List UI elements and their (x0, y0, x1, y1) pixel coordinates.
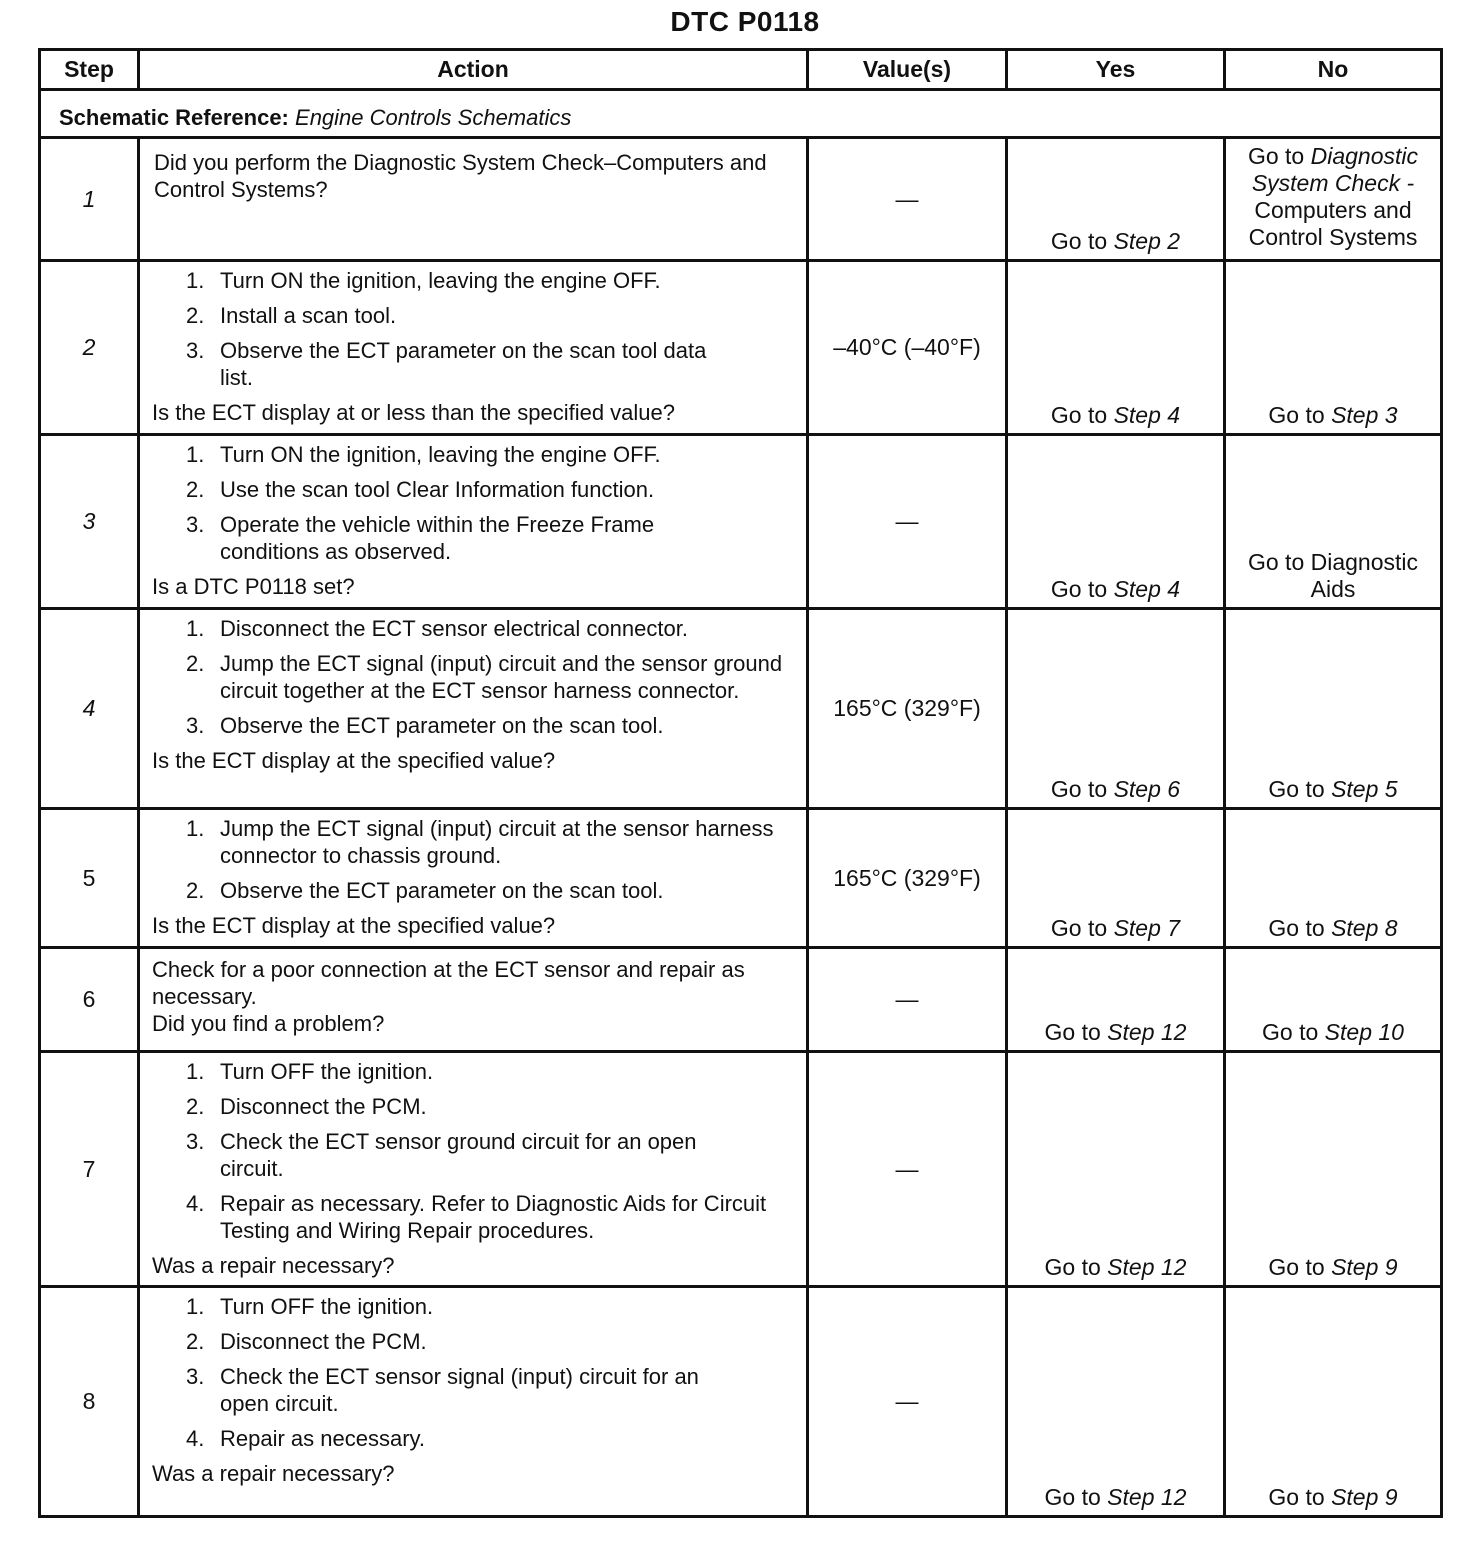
yes-action[interactable] (1045, 1484, 1187, 1511)
yes-action[interactable] (1051, 915, 1180, 942)
yes-cell[interactable] (1007, 1287, 1225, 1517)
column-header-yes: Yes (1007, 50, 1225, 90)
yes-action[interactable] (1051, 576, 1180, 603)
yes-action[interactable] (1045, 1019, 1187, 1046)
table-row (40, 948, 1442, 1052)
yes-link[interactable]: Step 4 (1113, 402, 1181, 428)
schematic-reference-link[interactable]: Engine Controls Schematics (295, 105, 572, 130)
schematic-reference-label: Schematic Reference: (59, 105, 289, 130)
yes-prefix: Go to (1050, 776, 1114, 802)
column-header-no: No (1225, 50, 1442, 90)
no-cell[interactable] (1225, 435, 1442, 609)
table-row (40, 809, 1442, 948)
no-cell[interactable] (1225, 809, 1442, 948)
no-prefix: Go to (1268, 776, 1332, 802)
yes-link[interactable]: Step 6 (1113, 776, 1181, 802)
step-number: 8 (40, 1287, 139, 1517)
step-number: 3 (40, 435, 139, 609)
yes-link[interactable]: Step 12 (1107, 1254, 1187, 1280)
action-text: Did you perform the Diagnostic System Check–Computers and Control Systems? (154, 150, 767, 202)
yes-link[interactable]: Step 7 (1113, 915, 1181, 941)
no-prefix: Go to (1262, 1019, 1325, 1045)
action-step: Turn OFF the ignition. (220, 1059, 434, 1084)
no-link[interactable]: Step 3 (1331, 402, 1398, 428)
no-action[interactable] (1268, 915, 1397, 942)
column-header-values: Value(s) (808, 50, 1007, 90)
action-question: Is the ECT display at or less than the specified value? (152, 400, 675, 425)
no-prefix: Go to (1268, 402, 1332, 428)
no-action[interactable] (1268, 402, 1397, 429)
yes-prefix: Go to (1050, 228, 1114, 254)
action-steps (152, 815, 796, 912)
yes-action[interactable] (1045, 1254, 1187, 1281)
no-action[interactable] (1226, 143, 1440, 251)
action-step: Disconnect the ECT sensor electrical connector. (220, 616, 688, 641)
yes-prefix: Go to (1044, 1019, 1108, 1045)
step-number: 7 (40, 1052, 139, 1287)
action-steps (152, 441, 796, 573)
action-step: Repair as necessary. Refer to Diagnostic Aids for Circuit Testing and Wiring Repair procedures. (220, 1191, 767, 1243)
yes-action[interactable] (1051, 402, 1180, 429)
no-cell[interactable] (1225, 609, 1442, 809)
value-cell: –40°C (–40°F) (808, 261, 1007, 435)
yes-cell[interactable] (1007, 948, 1225, 1052)
action-question: Is a DTC P0118 set? (152, 574, 355, 599)
action-cell (139, 609, 808, 809)
action-step: Observe the ECT parameter on the scan tool. (220, 878, 664, 903)
yes-link[interactable]: Step 12 (1107, 1019, 1187, 1045)
action-question: Did you find a problem? (152, 1011, 385, 1036)
schematic-reference (40, 90, 1442, 138)
step-number: 6 (40, 948, 139, 1052)
no-action[interactable] (1268, 1484, 1397, 1511)
yes-action[interactable] (1051, 776, 1180, 803)
action-step: Observe the ECT parameter on the scan tool data list. (220, 338, 707, 390)
action-question: Was a repair necessary? (152, 1253, 395, 1278)
action-step: Turn OFF the ignition. (220, 1294, 434, 1319)
no-action[interactable] (1262, 1019, 1404, 1046)
action-step: Check the ECT sensor ground circuit for an open circuit. (220, 1129, 697, 1181)
action-question: Is the ECT display at the specified value? (152, 748, 556, 773)
table-row (40, 1052, 1442, 1287)
action-step: Repair as necessary. (220, 1426, 426, 1451)
action-steps (152, 267, 796, 399)
no-prefix: Go to (1247, 143, 1311, 169)
header-row (40, 50, 1442, 90)
value-cell: 165°C (329°F) (808, 609, 1007, 809)
table-row (40, 435, 1442, 609)
action-steps (152, 1058, 796, 1252)
no-prefix: Go to (1268, 1484, 1332, 1510)
no-link[interactable]: Step 5 (1331, 776, 1398, 802)
yes-cell[interactable] (1007, 435, 1225, 609)
action-steps (152, 1293, 796, 1460)
value-cell: 165°C (329°F) (808, 809, 1007, 948)
step-number: 5 (40, 809, 139, 948)
action-step: Jump the ECT signal (input) circuit at the sensor harness connector to chassis ground. (220, 816, 774, 868)
action-question: Was a repair necessary? (152, 1461, 395, 1486)
no-action[interactable] (1268, 776, 1397, 803)
action-step: Turn ON the ignition, leaving the engine OFF. (220, 442, 661, 467)
action-step: Observe the ECT parameter on the scan tool. (220, 713, 664, 738)
action-cell (139, 809, 808, 948)
action-cell (139, 435, 808, 609)
action-steps (152, 615, 796, 747)
table-row (40, 609, 1442, 809)
value-cell: — (808, 138, 1007, 261)
table-row (40, 1287, 1442, 1517)
yes-action[interactable] (1051, 228, 1180, 255)
action-step: Check the ECT sensor signal (input) circuit for an open circuit. (220, 1364, 699, 1416)
action-step: Operate the vehicle within the Freeze Frame conditions as observed. (220, 512, 655, 564)
step-number: 2 (40, 261, 139, 435)
yes-prefix: Go to (1050, 915, 1114, 941)
table-row (40, 138, 1442, 261)
action-step: Jump the ECT signal (input) circuit and the sensor ground circuit together at the ECT sensor harness connector. (220, 651, 783, 703)
yes-cell[interactable] (1007, 809, 1225, 948)
step-number: 4 (40, 609, 139, 809)
value-cell: — (808, 1287, 1007, 1517)
no-link[interactable]: Diagnostic System Check - (1251, 143, 1419, 196)
yes-link[interactable]: Step 12 (1107, 1484, 1187, 1510)
yes-cell[interactable] (1007, 609, 1225, 809)
value-cell: — (808, 948, 1007, 1052)
yes-prefix: Go to (1044, 1484, 1108, 1510)
action-cell (139, 1287, 808, 1517)
action-cell (139, 948, 808, 1052)
action-step: Disconnect the PCM. (220, 1329, 427, 1354)
no-link[interactable]: Step 10 (1324, 1019, 1404, 1045)
column-header-action: Action (139, 50, 808, 90)
no-link[interactable]: Step 9 (1331, 1484, 1398, 1510)
column-header-step: Step (40, 50, 139, 90)
table-row (40, 261, 1442, 435)
action-cell (139, 261, 808, 435)
no-cell[interactable] (1225, 138, 1442, 261)
no-prefix: Go to (1268, 1254, 1332, 1280)
yes-cell[interactable] (1007, 1052, 1225, 1287)
action-step: Disconnect the PCM. (220, 1094, 427, 1119)
yes-link[interactable]: Step 4 (1113, 576, 1181, 602)
no-cell[interactable] (1225, 1052, 1442, 1287)
action-step: Turn ON the ignition, leaving the engine OFF. (220, 268, 661, 293)
action-step: Install a scan tool. (220, 303, 397, 328)
action-cell (139, 1052, 808, 1287)
no-cell[interactable] (1225, 1287, 1442, 1517)
step-number: 1 (40, 138, 139, 261)
no-cell[interactable] (1225, 948, 1442, 1052)
yes-cell[interactable] (1007, 138, 1225, 261)
yes-cell[interactable] (1007, 261, 1225, 435)
no-rest: Computers and Control Systems (1248, 197, 1418, 250)
action-step: Use the scan tool Clear Information function. (220, 477, 655, 502)
no-cell[interactable] (1225, 261, 1442, 435)
action-text: Check for a poor connection at the ECT sensor and repair as necessary. (152, 957, 745, 1009)
no-link[interactable]: Step 9 (1331, 1254, 1398, 1280)
yes-prefix: Go to (1050, 576, 1114, 602)
action-question: Is the ECT display at the specified value? (152, 913, 556, 938)
yes-prefix: Go to (1044, 1254, 1108, 1280)
no-action[interactable]: Go to Diagnostic Aids (1247, 549, 1419, 602)
no-action[interactable] (1268, 1254, 1397, 1281)
page-title: DTC P0118 (670, 6, 820, 37)
no-link[interactable]: Step 8 (1331, 915, 1398, 941)
action-cell (139, 138, 808, 261)
yes-prefix: Go to (1050, 402, 1114, 428)
diagnostic-table (38, 48, 1443, 1518)
yes-link[interactable]: Step 2 (1113, 228, 1181, 254)
no-prefix: Go to (1268, 915, 1332, 941)
value-cell: — (808, 435, 1007, 609)
value-cell: — (808, 1052, 1007, 1287)
schematic-reference-row (40, 90, 1442, 138)
